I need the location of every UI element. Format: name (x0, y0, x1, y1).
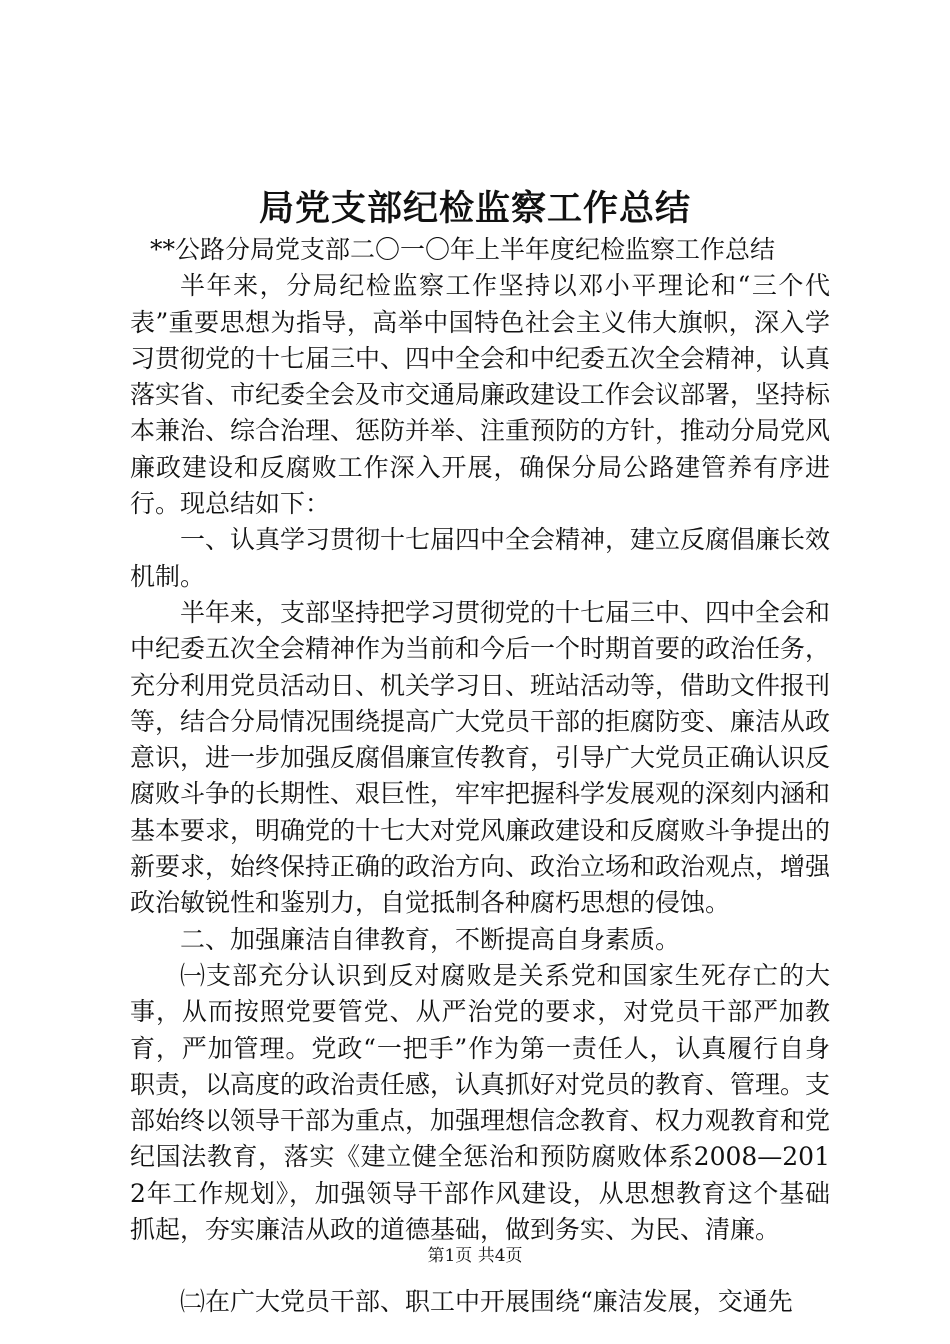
paragraph-intro: 半年来，分局纪检监察工作坚持以邓小平理论和“三个代表”重要思想为指导，高举中国特色社会主义伟大旗帜，深入学习贯彻党的十七届三中、四中全会和中纪委五次全会精神，认真落实省、市纪委全会及市交通局廉政建设工作会议部署，坚持标本兼治、综合治理、惩防并举、注重预防的方针，推动分局党风廉政建设和反腐败工作深入开展，确保分局公路建管养有序进行。现总结如下： (130, 271, 831, 519)
paragraph-item-1: ㈠支部充分认识到反对腐败是关系党和国家生死存亡的大事，从而按照党要管党、从严治党的要求，对党员干部严加教育，严加管理。党政“一把手”作为第一责任人，认真履行自身职责，以高度的政治责任感，认真抓好对党员的教育、管理。支部始终以领导干部为重点，加强理想信念教育、权力观教育和党纪国法教育，落实《建立健全惩治和预防腐败体系2008—2012年工作规划》，加强领导干部作风建设，从思想教育这个基础抓起，夯实廉洁从政的道德基础，做到务实、为民、清廉。 (130, 960, 831, 1245)
document-title: 局党支部纪检监察工作总结 (258, 189, 691, 229)
document-subtitle: **公路分局党支部二〇一〇年上半年度纪检监察工作总结 (150, 235, 776, 264)
document-body (130, 232, 830, 1321)
paragraph-item-2: ㈡在广大党员干部、职工中开展围绕“廉洁发展，交通先 (180, 1287, 793, 1317)
section-heading-1: 一、认真学习贯彻十七届四中全会精神，建立反腐倡廉长效机制。 (130, 525, 831, 591)
section-heading-2: 二、加强廉洁自律教育，不断提高自身素质。 (180, 924, 681, 954)
page-number-footer: 第1页 共4页 (427, 1246, 523, 1266)
paragraph-section-1: 半年来，支部坚持把学习贯彻党的十七届三中、四中全会和中纪委五次全会精神作为当前和今后一个时期首要的政治任务，充分利用党员活动日、机关学习日、班站活动等，借助文件报刊等，结合分局情况围绕提高广大党员干部的拒腐防变、廉洁从政意识，进一步加强反腐倡廉宣传教育，引导广大党员正确认识反腐败斗争的长期性、艰巨性，牢牢把握科学发展观的深刻内涵和基本要求，明确党的十七大对党风廉政建设和反腐败斗争提出的新要求，始终保持正确的政治方向、政治立场和政治观点，增强政治敏锐性和鉴别力，自觉抵制各种腐朽思想的侵蚀。 (130, 597, 831, 918)
